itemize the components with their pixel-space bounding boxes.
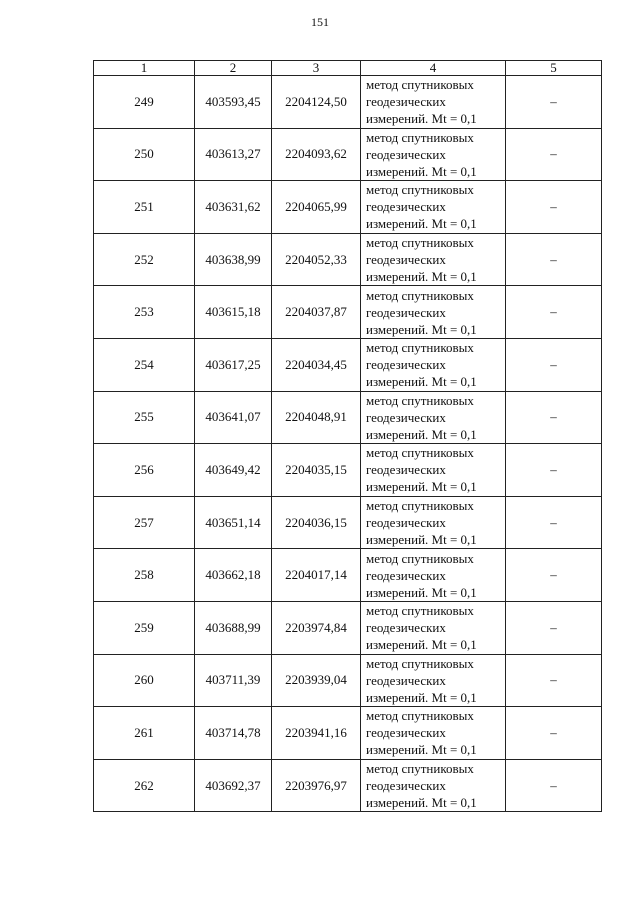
y-coordinate-cell: 2204048,91 [272,391,361,444]
table-row [94,549,602,602]
method-cell [361,338,506,391]
table-row [94,338,602,391]
y-coordinate-cell: 2204093,62 [272,128,361,181]
header-col-3: 3 [272,61,361,76]
coordinates-table [93,60,602,812]
table-row [94,759,602,812]
header-col-5: 5 [506,61,602,76]
method-line: измерений. Mt = 0,1 [366,216,477,232]
method-line: измерений. Mt = 0,1 [366,111,477,127]
table-row [94,707,602,760]
x-coordinate-cell: 403711,39 [195,654,272,707]
x-coordinate-cell: 403615,18 [195,286,272,339]
point-number-cell: 254 [94,338,195,391]
table-row [94,654,602,707]
note-cell: – [506,181,602,234]
x-coordinate-cell: 403649,42 [195,444,272,497]
method-line: геодезических [366,462,446,478]
method-cell [361,707,506,760]
method-cell [361,654,506,707]
y-coordinate-cell: 2204017,14 [272,549,361,602]
y-coordinate-cell: 2203974,84 [272,601,361,654]
method-line: геодезических [366,567,446,583]
method-line: метод спутниковых [366,708,474,724]
method-cell [361,181,506,234]
note-cell: – [506,759,602,812]
method-line: метод спутниковых [366,445,474,461]
point-number-cell: 255 [94,391,195,444]
table-row [94,233,602,286]
note-cell: – [506,654,602,707]
x-coordinate-cell: 403593,45 [195,76,272,129]
table-row [94,496,602,549]
y-coordinate-cell: 2203939,04 [272,654,361,707]
header-col-2: 2 [195,61,272,76]
point-number-cell: 253 [94,286,195,339]
x-coordinate-cell: 403692,37 [195,759,272,812]
table-row [94,601,602,654]
method-line: геодезических [366,304,446,320]
y-coordinate-cell: 2204036,15 [272,496,361,549]
method-line: геодезических [366,672,446,688]
point-number-cell: 250 [94,128,195,181]
x-coordinate-cell: 403714,78 [195,707,272,760]
x-coordinate-cell: 403631,62 [195,181,272,234]
point-number-cell: 259 [94,601,195,654]
method-line: измерений. Mt = 0,1 [366,637,477,653]
method-line: измерений. Mt = 0,1 [366,163,477,179]
method-line: метод спутниковых [366,129,474,145]
method-line: метод спутниковых [366,655,474,671]
x-coordinate-cell: 403638,99 [195,233,272,286]
method-cell [361,128,506,181]
method-cell [361,391,506,444]
method-line: метод спутниковых [366,603,474,619]
method-line: измерений. Mt = 0,1 [366,479,477,495]
note-cell: – [506,338,602,391]
y-coordinate-cell: 2204037,87 [272,286,361,339]
note-cell: – [506,496,602,549]
method-cell [361,601,506,654]
note-cell: – [506,391,602,444]
note-cell: – [506,128,602,181]
point-number-cell: 258 [94,549,195,602]
method-cell [361,233,506,286]
method-line: измерений. Mt = 0,1 [366,689,477,705]
method-cell [361,286,506,339]
table-row [94,76,602,129]
y-coordinate-cell: 2204065,99 [272,181,361,234]
method-line: метод спутниковых [366,340,474,356]
method-cell [361,76,506,129]
y-coordinate-cell: 2203976,97 [272,759,361,812]
method-line: измерений. Mt = 0,1 [366,321,477,337]
note-cell: – [506,549,602,602]
point-number-cell: 249 [94,76,195,129]
method-line: геодезических [366,94,446,110]
x-coordinate-cell: 403688,99 [195,601,272,654]
x-coordinate-cell: 403641,07 [195,391,272,444]
method-line: метод спутниковых [366,392,474,408]
method-line: метод спутниковых [366,77,474,93]
method-line: измерений. Mt = 0,1 [366,532,477,548]
point-number-cell: 257 [94,496,195,549]
table-row [94,128,602,181]
method-line: метод спутниковых [366,498,474,514]
method-cell [361,444,506,497]
y-coordinate-cell: 2204052,33 [272,233,361,286]
note-cell: – [506,444,602,497]
y-coordinate-cell: 2204124,50 [272,76,361,129]
y-coordinate-cell: 2204034,45 [272,338,361,391]
table-row [94,286,602,339]
method-cell [361,549,506,602]
method-line: измерений. Mt = 0,1 [366,426,477,442]
method-line: измерений. Mt = 0,1 [366,742,477,758]
note-cell: – [506,76,602,129]
method-cell [361,759,506,812]
table-row [94,181,602,234]
method-line: геодезических [366,409,446,425]
x-coordinate-cell: 403651,14 [195,496,272,549]
method-line: метод спутниковых [366,287,474,303]
header-row [94,61,602,76]
method-line: измерений. Mt = 0,1 [366,374,477,390]
method-line: геодезических [366,620,446,636]
x-coordinate-cell: 403613,27 [195,128,272,181]
method-line: измерений. Mt = 0,1 [366,584,477,600]
header-col-1: 1 [94,61,195,76]
method-line: геодезических [366,252,446,268]
method-line: геодезических [366,146,446,162]
y-coordinate-cell: 2204035,15 [272,444,361,497]
y-coordinate-cell: 2203941,16 [272,707,361,760]
point-number-cell: 251 [94,181,195,234]
note-cell: – [506,707,602,760]
method-line: метод спутниковых [366,182,474,198]
note-cell: – [506,601,602,654]
method-line: геодезических [366,199,446,215]
method-line: геодезических [366,357,446,373]
x-coordinate-cell: 403662,18 [195,549,272,602]
note-cell: – [506,286,602,339]
method-line: геодезических [366,515,446,531]
point-number-cell: 262 [94,759,195,812]
method-cell [361,496,506,549]
point-number-cell: 260 [94,654,195,707]
method-line: метод спутниковых [366,761,474,777]
page-number: 151 [311,15,329,29]
method-line: метод спутниковых [366,550,474,566]
x-coordinate-cell: 403617,25 [195,338,272,391]
point-number-cell: 252 [94,233,195,286]
method-line: измерений. Mt = 0,1 [366,269,477,285]
header-col-4: 4 [361,61,506,76]
point-number-cell: 261 [94,707,195,760]
method-line: метод спутниковых [366,235,474,251]
method-line: геодезических [366,725,446,741]
table-row [94,444,602,497]
method-line: геодезических [366,778,446,794]
table-row [94,391,602,444]
method-line: измерений. Mt = 0,1 [366,795,477,811]
note-cell: – [506,233,602,286]
point-number-cell: 256 [94,444,195,497]
